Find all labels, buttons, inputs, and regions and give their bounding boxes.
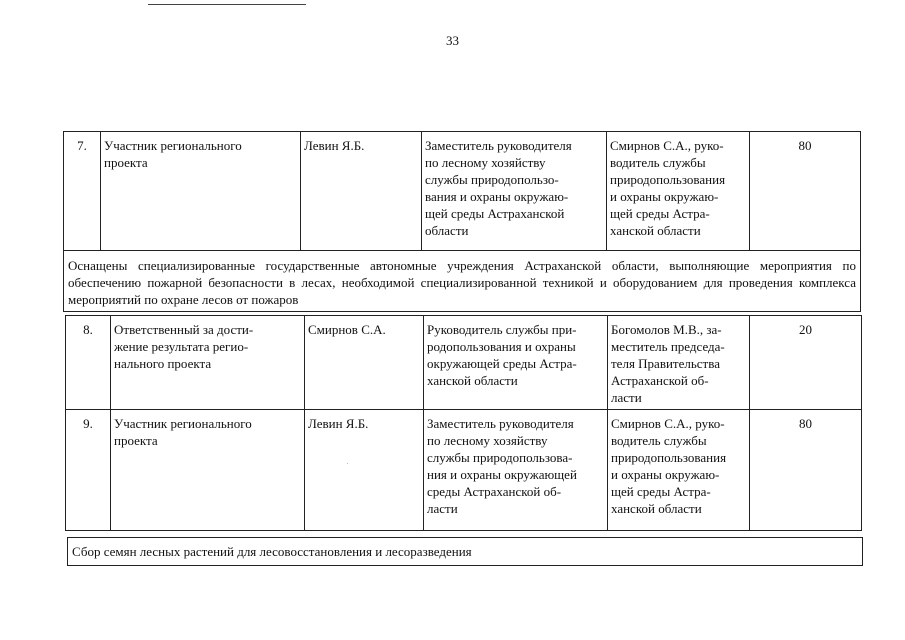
- direct-supervisor: Смирнов С.А., руко- водитель службы природопользования и охраны окружаю- щей среды Астра- ханской области: [607, 132, 750, 251]
- participants-table-middle: [65, 315, 862, 531]
- row-number: 9.: [66, 410, 111, 531]
- scan-speck: [347, 463, 348, 464]
- row-number: 8.: [66, 316, 111, 410]
- person-position: Руководитель службы при- родопользования и охраны окружающей среды Астра- ханской области: [424, 316, 608, 410]
- page-number: 33: [446, 33, 459, 48]
- person-position: Заместитель руководителя по лесному хозяйству службы природопользова- ния и охраны окружающей среды Астраханской об- ласти: [424, 410, 608, 531]
- section-heading-row: [68, 538, 863, 566]
- person-name: Смирнов С.А.: [305, 316, 424, 410]
- person-name: Левин Я.Б.: [305, 410, 424, 531]
- table-row: [66, 410, 862, 531]
- project-role: Участник регионального проекта: [111, 410, 305, 531]
- section-heading: Сбор семян лесных растений для лесовосстановления и лесоразведения: [68, 538, 863, 566]
- table-row: [64, 132, 861, 251]
- workload-percent: 80: [750, 132, 861, 251]
- section-heading-row: [64, 251, 861, 312]
- table-row: [66, 316, 862, 410]
- participants-table-bottom: [67, 537, 863, 566]
- project-role: Ответственный за дости- жение результата регио- нального проекта: [111, 316, 305, 410]
- person-position: Заместитель руководителя по лесному хозяйству службы природопользо- вания и охраны окружаю- щей среды Астраханской области: [422, 132, 607, 251]
- row-number: 7.: [64, 132, 101, 251]
- workload-percent: 80: [750, 410, 862, 531]
- header-rule: [148, 4, 306, 5]
- direct-supervisor: Смирнов С.А., руко- водитель службы природопользования и охраны окружаю- щей среды Астра- ханской области: [608, 410, 750, 531]
- participants-table-top: [63, 131, 861, 312]
- project-role: Участник регионального проекта: [101, 132, 301, 251]
- person-name: Левин Я.Б.: [301, 132, 422, 251]
- workload-percent: 20: [750, 316, 862, 410]
- direct-supervisor: Богомолов М.В., за- меститель председа- теля Правительства Астраханской об- ласти: [608, 316, 750, 410]
- section-heading: Оснащены специализированные государственные автономные учреждения Астраханской области, выполняющие мероприятия по обеспечению пожарной безопасности в лесах, необходимой специализированной техникой и оборудованием для проведения комплекса мероприятий по охране лесов от пожаров: [64, 251, 861, 312]
